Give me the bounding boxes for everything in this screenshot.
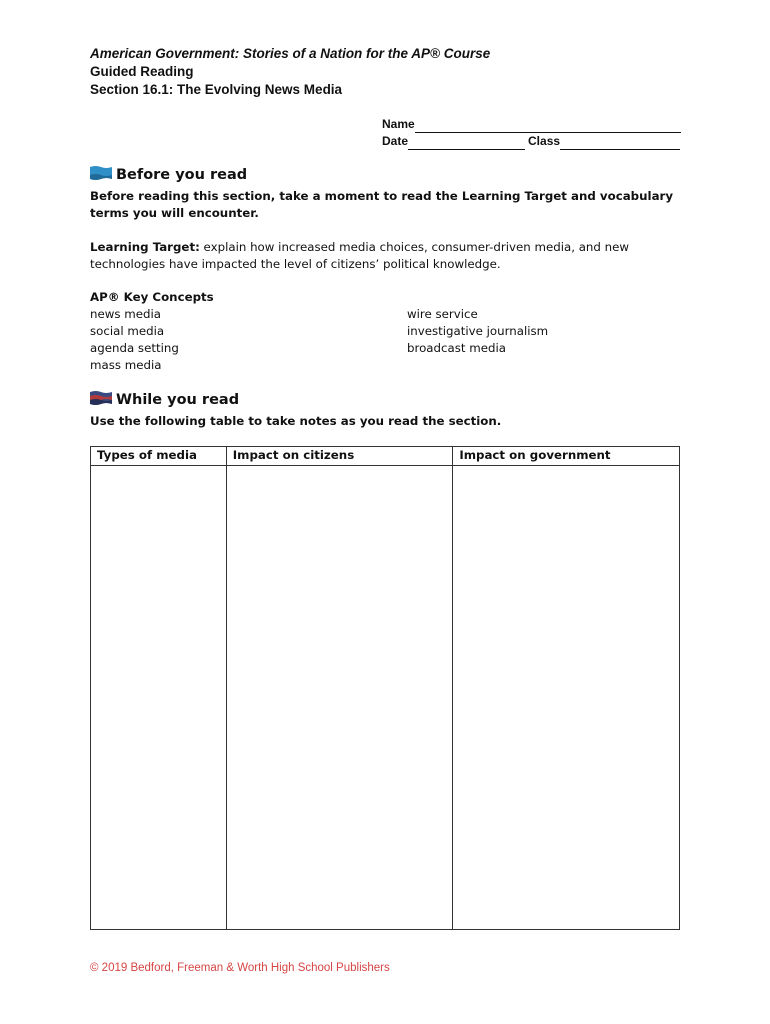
document-header <box>90 45 490 99</box>
concept-item: investigative journalism <box>407 324 549 338</box>
impact-on-citizens-cell[interactable] <box>226 466 453 930</box>
concept-item: broadcast media <box>407 341 506 355</box>
table-header-row <box>91 447 680 466</box>
student-info <box>382 116 681 150</box>
learning-target-label: Learning Target: <box>90 240 200 254</box>
before-you-read-heading: Before you read <box>116 167 248 183</box>
flag-icon <box>90 166 112 180</box>
name-label: Name <box>382 117 415 131</box>
learning-target <box>90 239 680 273</box>
before-instruction: Before reading this section, take a moment to read the Learning Target and vocabulary terms you will encounter. <box>90 189 674 220</box>
concept-item: wire service <box>407 307 478 321</box>
concepts-left-list <box>90 306 179 374</box>
column-header-types-of-media: Types of media <box>91 447 227 466</box>
concept-item: agenda setting <box>90 341 179 355</box>
class-label: Class <box>528 134 561 148</box>
name-field[interactable] <box>415 120 681 133</box>
key-concepts-title: AP® Key Concepts <box>90 290 214 304</box>
section-title: Section 16.1: The Evolving News Media <box>90 82 343 97</box>
column-header-impact-on-citizens: Impact on citizens <box>226 447 453 466</box>
date-label: Date <box>382 134 409 148</box>
column-header-impact-on-government: Impact on government <box>453 447 680 466</box>
concepts-right-list <box>407 306 548 357</box>
notes-table <box>90 446 680 930</box>
while-you-read-heading: While you read <box>116 392 240 408</box>
learning-target-text: explain how increased media choices, consumer-driven media, and new technologies have impacted the level of citizens’ political knowledge. <box>90 240 630 271</box>
class-field[interactable] <box>560 137 680 150</box>
table-row <box>91 466 680 930</box>
date-field[interactable] <box>408 137 525 150</box>
course-title: American Government: Stories of a Nation for the AP® Course <box>90 46 491 61</box>
concept-item: mass media <box>90 358 162 372</box>
guided-reading-label: Guided Reading <box>90 64 194 79</box>
flag-icon <box>90 391 112 405</box>
types-of-media-cell[interactable] <box>91 466 227 930</box>
concept-item: news media <box>90 307 162 321</box>
copyright-footer: © 2019 Bedford, Freeman & Worth High School Publishers <box>90 962 390 974</box>
impact-on-government-cell[interactable] <box>453 466 680 930</box>
concept-item: social media <box>90 324 165 338</box>
while-instruction: Use the following table to take notes as you read the section. <box>90 414 502 428</box>
